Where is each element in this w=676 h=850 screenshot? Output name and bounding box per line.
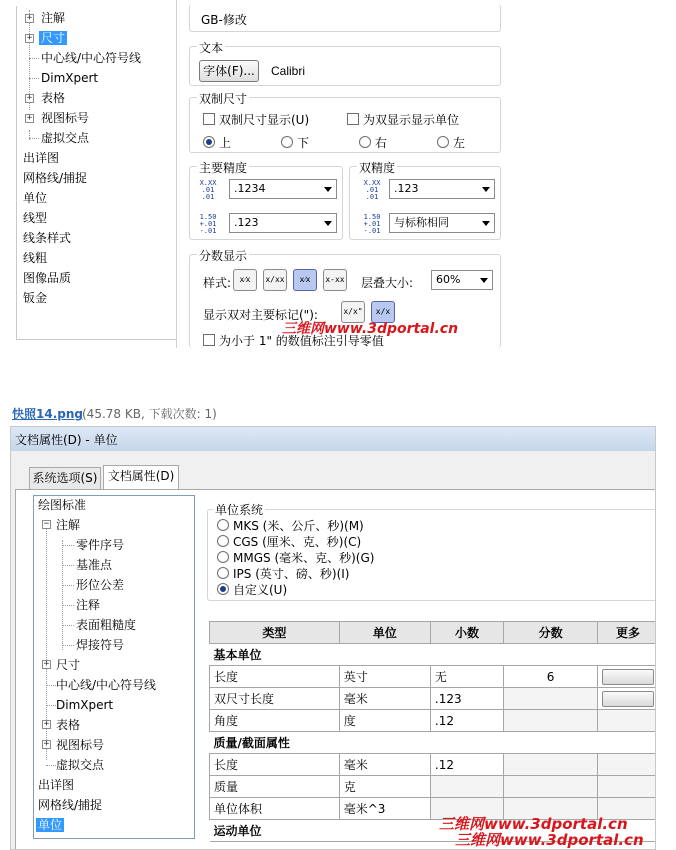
fraction-style-stacked-button[interactable]: x/xx: [263, 269, 287, 291]
fraction-cell: [504, 710, 598, 732]
bottom-tree-item-gtol[interactable]: 形位公差: [76, 578, 125, 592]
chevron-down-icon: [480, 278, 488, 283]
more-cell: [597, 666, 656, 688]
dual-primary-label: 显示双对主要标记("):: [203, 308, 318, 322]
section-title: 质量/截面属性: [210, 732, 657, 754]
table-row[interactable]: [210, 666, 657, 688]
more-cell: [597, 776, 656, 798]
position-left-radio[interactable]: [437, 136, 449, 148]
inch-mark-button[interactable]: x/x": [341, 301, 365, 323]
bottom-tree-item-units[interactable]: 单位: [38, 818, 63, 832]
bottom-tree-item-dimxpert[interactable]: DimXpert: [56, 698, 114, 712]
stack-size-label: 层叠大小:: [361, 276, 414, 290]
show-dual-checkbox[interactable]: [203, 113, 215, 125]
bottom-tree-item-grid-snap[interactable]: 网格线/捕捉: [38, 798, 103, 812]
unit-mmgs-radio[interactable]: [217, 551, 229, 563]
bottom-tree-item-annotation[interactable]: 注解: [56, 518, 81, 532]
bottom-tree-item-surface-finish[interactable]: 表面粗糙度: [76, 618, 137, 632]
bottom-tree-item-drafting-standard[interactable]: 绘图标准: [38, 498, 87, 512]
column-header: 单位: [339, 622, 430, 644]
table-row[interactable]: [210, 688, 657, 710]
unit-cell[interactable]: 毫米^3: [339, 798, 430, 820]
fraction-style-slash-button[interactable]: x⁄x: [233, 269, 257, 291]
unit-ips-radio[interactable]: [217, 567, 229, 579]
bottom-screenshot: [10, 426, 656, 850]
more-button[interactable]: [602, 669, 654, 685]
type-cell: 长度: [210, 666, 340, 688]
more-button[interactable]: [602, 691, 654, 707]
section-title: 基本单位: [210, 644, 657, 666]
unit-cgs-label: CGS (厘米、克、秒)(C): [233, 535, 362, 549]
units-table: [209, 621, 656, 842]
bottom-tree-item-detailing[interactable]: 出详图: [38, 778, 75, 792]
precision-value-icon: X.XX .01 .01: [363, 179, 381, 201]
bottom-tree-item-virtual-sharps[interactable]: 虚拟交点: [56, 758, 105, 772]
leading-zero-label: 为小于 1" 的数值标注引导零值: [219, 334, 384, 348]
top-tree-item-image-quality[interactable]: 图像品质: [23, 271, 72, 285]
bottom-tree-item-dimensions[interactable]: 尺寸: [56, 658, 81, 672]
bottom-tree-item-tables[interactable]: 表格: [56, 718, 81, 732]
bottom-tree-item-datums[interactable]: 基准点: [76, 558, 113, 572]
fraction-group-title: 分数显示: [199, 249, 248, 263]
expand-plus-icon[interactable]: +: [26, 13, 33, 23]
section-title: 运动单位: [210, 820, 657, 842]
top-tree-item-tables[interactable]: 表格: [41, 91, 66, 105]
bottom-tree-item-notes[interactable]: 注释: [76, 598, 101, 612]
chevron-down-icon: [324, 187, 332, 192]
more-cell: [597, 754, 656, 776]
position-right-label: 右: [375, 136, 388, 150]
more-cell: [597, 710, 656, 732]
bottom-watermark: 三维网www.3dportal.cn: [439, 815, 628, 833]
expand-plus-icon[interactable]: +: [26, 93, 33, 103]
bottom-tree-item-weld-symbols[interactable]: 焊接符号: [76, 638, 125, 652]
tab-system-options[interactable]: 系统选项(S): [29, 467, 101, 489]
unit-cell[interactable]: 英寸: [339, 666, 430, 688]
top-tree-item-view-labels[interactable]: 视图标号: [41, 111, 90, 125]
show-dual-label: 双制尺寸显示(U): [219, 113, 310, 127]
precision-value-icon: X.XX .01 .01: [199, 179, 217, 201]
expand-plus-icon[interactable]: +: [43, 739, 50, 749]
primary-tolerance-select[interactable]: .123: [229, 213, 337, 233]
primary-precision-title: 主要精度: [199, 161, 248, 175]
type-cell: 质量: [210, 776, 340, 798]
unit-mks-radio[interactable]: [217, 519, 229, 531]
unit-cgs-radio[interactable]: [217, 535, 229, 547]
dual-group-title: 双制尺寸: [199, 92, 248, 106]
unit-mks-label: MKS (米、公斤、秒)(M): [233, 519, 364, 533]
top-tree-item-detailing[interactable]: 出详图: [23, 151, 60, 165]
position-top-label: 上: [219, 136, 232, 150]
column-header: 分数: [504, 622, 598, 644]
fraction-style-diagonal-button[interactable]: x⁄x: [293, 269, 317, 291]
expand-plus-icon[interactable]: +: [43, 659, 50, 669]
unit-mmgs-label: MMGS (毫米、克、秒)(G): [233, 551, 375, 565]
decimal-cell[interactable]: .12: [430, 710, 503, 732]
position-right-radio[interactable]: [359, 136, 371, 148]
expand-plus-icon[interactable]: +: [43, 719, 50, 729]
dual-precision-select[interactable]: .123: [389, 179, 495, 199]
dialog-title-bar: [11, 427, 656, 451]
collapse-minus-icon[interactable]: −: [43, 519, 50, 529]
attachment-link[interactable]: 快照14.png: [12, 407, 83, 421]
table-section-row: [210, 644, 657, 666]
top-tree-item-line-style[interactable]: 线条样式: [23, 231, 72, 245]
fraction-cell: [504, 688, 598, 710]
type-cell: 角度: [210, 710, 340, 732]
column-header: 更多: [597, 622, 656, 644]
position-top-radio[interactable]: [203, 136, 215, 148]
type-cell: 双尺寸长度: [210, 688, 340, 710]
position-left-label: 左: [453, 136, 466, 150]
position-bottom-label: 下: [297, 136, 310, 150]
chevron-down-icon: [482, 221, 490, 226]
standard-label: GB-修改: [201, 13, 247, 27]
stack-size-select[interactable]: 60%: [431, 270, 493, 290]
dialog-title: 文档属性(D) - 单位: [15, 433, 118, 447]
top-screenshot: [0, 0, 676, 348]
show-units-label: 为双显示显示单位: [363, 113, 460, 127]
dual-tolerance-select[interactable]: 与标称相同: [389, 213, 495, 233]
attachment-meta: (45.78 KB, 下载次数: 1): [82, 407, 217, 421]
top-tree-item-dimension[interactable]: 尺寸: [41, 31, 66, 45]
top-tree-item-grid-snap[interactable]: 网格线/捕捉: [23, 171, 88, 185]
font-name-label: Calibri: [271, 64, 306, 78]
top-tree-item-line-thickness[interactable]: 线粗: [23, 251, 48, 265]
tolerance-precision-icon: 1.50 +.01 -.01: [199, 213, 217, 235]
fraction-cell: [504, 776, 598, 798]
unit-custom-label: 自定义(U): [233, 583, 288, 597]
font-button[interactable]: 字体(F)...: [199, 60, 259, 82]
top-tree-item-line-font[interactable]: 线型: [23, 211, 48, 225]
bottom-tree-item-balloons[interactable]: 零件序号: [76, 538, 125, 552]
top-tree-item-centerline[interactable]: 中心线/中心符号线: [41, 51, 142, 65]
unit-ips-label: IPS (英寸、磅、秒)(I): [233, 567, 350, 581]
fraction-style-dash-button[interactable]: x-xx: [323, 269, 347, 291]
expand-plus-icon[interactable]: +: [26, 33, 33, 43]
decimal-cell[interactable]: [430, 776, 503, 798]
unit-custom-radio[interactable]: [217, 583, 229, 595]
unit-cell[interactable]: 克: [339, 776, 430, 798]
primary-precision-select[interactable]: .1234: [229, 179, 337, 199]
column-header: 小数: [430, 622, 503, 644]
more-cell: [597, 688, 656, 710]
decimal-cell[interactable]: .123: [430, 688, 503, 710]
unit-cell[interactable]: 度: [339, 710, 430, 732]
text-group-title: 文本: [199, 41, 224, 55]
top-tree-item-virtual-sharps[interactable]: 虚拟交点: [41, 131, 90, 145]
show-units-checkbox[interactable]: [347, 113, 359, 125]
expand-plus-icon[interactable]: +: [26, 113, 33, 123]
bottom-watermark-echo: 三维网www.3dportal.cn: [455, 831, 644, 849]
decimal-cell[interactable]: .12: [430, 754, 503, 776]
dual-precision-title: 双精度: [359, 161, 396, 175]
top-tree-item-annotation[interactable]: 注解: [41, 11, 66, 25]
tab-strip: [11, 451, 656, 491]
fraction-cell[interactable]: 6: [504, 666, 598, 688]
table-section-row: [210, 732, 657, 754]
decimal-cell[interactable]: 无: [430, 666, 503, 688]
chevron-down-icon: [482, 187, 490, 192]
leading-zero-checkbox[interactable]: [203, 334, 215, 346]
top-tree-item-sheet-metal[interactable]: 钣金: [23, 291, 48, 305]
table-header-row: [210, 622, 657, 644]
bottom-tree-item-view-labels[interactable]: 视图标号: [56, 738, 105, 752]
top-options-panel: [176, 0, 500, 348]
type-cell: 单位体积: [210, 798, 340, 820]
unit-system-title: 单位系统: [215, 503, 264, 517]
unit-cell[interactable]: 毫米: [339, 754, 430, 776]
top-tree-panel: [16, 6, 176, 340]
top-watermark: 三维网www.3dportal.cn: [282, 321, 459, 337]
tolerance-precision-icon: 1.50 +.01 -.01: [363, 213, 381, 235]
no-inch-mark-button[interactable]: x/x: [371, 301, 395, 323]
style-label: 样式:: [203, 276, 232, 290]
bottom-tree-item-centerline[interactable]: 中心线/中心符号线: [56, 678, 157, 692]
top-tree-item-units[interactable]: 单位: [23, 191, 48, 205]
tab-document-properties[interactable]: 文档属性(D): [103, 465, 179, 489]
bottom-tree-panel: [33, 495, 195, 839]
top-tree-item-dimxpert[interactable]: DimXpert: [41, 71, 99, 85]
type-cell: 长度: [210, 754, 340, 776]
table-row[interactable]: [210, 710, 657, 732]
fraction-cell: [504, 754, 598, 776]
chevron-down-icon: [324, 221, 332, 226]
table-row[interactable]: [210, 776, 657, 798]
unit-cell[interactable]: 毫米: [339, 688, 430, 710]
table-row[interactable]: [210, 754, 657, 776]
position-bottom-radio[interactable]: [281, 136, 293, 148]
column-header: 类型: [210, 622, 340, 644]
